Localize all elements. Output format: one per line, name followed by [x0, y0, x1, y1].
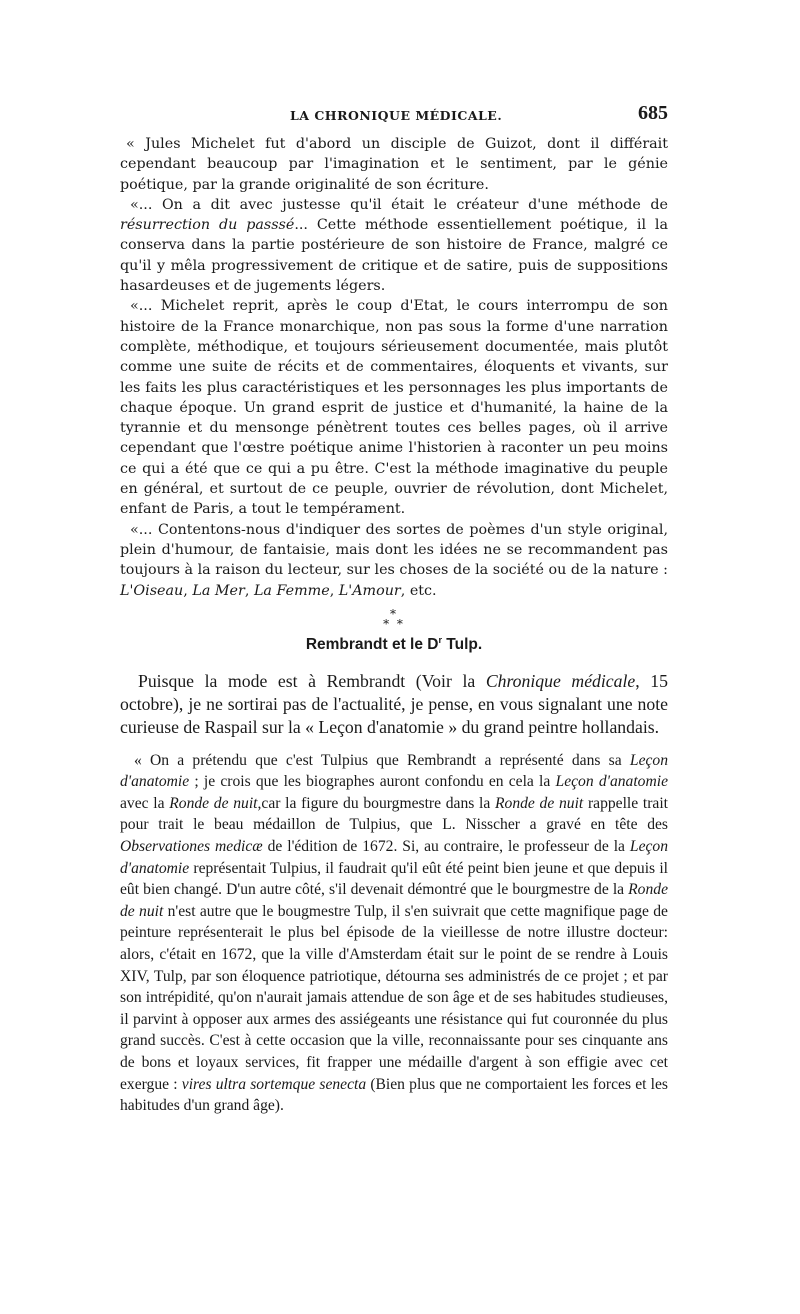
separator-comma: , [183, 582, 193, 599]
quote-text: avec la [120, 794, 170, 812]
quote-text: rappelle trait pour trait le beau médaillon de Tulpius, que L. Nisscher a gravé en tête des [120, 794, 668, 834]
quote-italic: Observationes medicæ [120, 837, 263, 855]
section-title [120, 635, 668, 654]
paragraph-4-end: , etc. [400, 582, 437, 599]
quote-text: n'est autre que le bougmestre Tulp, il s'en suivrait que cette magnifique page de peinture représenterait le plus bel épisode de la vieillesse de notre illustre docteur: alors, c'était en 1672, que la ville d'Amsterdam était sur le point de se rendre à Louis XIV, Tulp, par son éloquence patriotique, détourna ses administrés de ce projet ; et par son intrépidité, qu'on n'aurait jamais attendue de son âge et de ses habitudes studieuses, il parvint à opposer aux armes des assiégeants une résistance qui fut couronnée du plus grand succès. C'est à cette occasion que la ville, reconnaissante pour ses cinquante ans de bons et loyaux services, fit frapper une médaille d'argent à son effigie avec cet exergue : [120, 902, 668, 1093]
quote-italic: Leçon d'anatomie [555, 773, 668, 791]
intro-paragraph [120, 670, 668, 740]
quote-italic: Leçon d'anatomie [120, 751, 668, 791]
page-number: 685 [638, 102, 668, 124]
section-title-end: Tulp. [441, 635, 483, 653]
quote-text: représentait Tulpius, il faudrait qu'il eût été peint bien jeune et que depuis il eût bien changé. D'un autre côté, s'il devenait démontré que le bourgmestre de la [120, 859, 668, 899]
rembrandt-intro [120, 670, 668, 740]
intro-rest: , 15 octobre), je ne sortirai pas de l'actualité, je pense, en vous signalant une note curieuse de Raspail sur la « Leçon d'anatomie » du grand peintre hollandais. [120, 670, 668, 738]
paragraph-3: «... Michelet reprit, après le coup d'Etat, le cours interrompu de son histoire de la France monarchique, non pas sous la forme d'une narration complète, méthodique, et toujours sérieusement documentée, mais plutôt comme une suite de récits et de commentaires, éloquents et vivants, sur les faits les plus caractéristiques et les personnages les plus importants de chaque époque. Un grand esprit de justice et d'humanité, la haine de la tyrannie et du mensonge pénètrent toutes ces belles pages, où il arrive cependant que l'œstre poétique anime l'historien à raconter un peu moins ce qui a été que ce qui a pu être. C'est la méthode imaginative du peuple en général, et surtout de ce peuple, ouvrier de révolution, dont Michelet, enfant de Paris, a tout le tempérament. [120, 298, 668, 518]
separator-comma: , [329, 582, 339, 599]
quote-text: de l'édition de 1672. Si, au contraire, le professeur de la [262, 837, 630, 855]
section-title-main: Rembrandt et le D [305, 635, 439, 653]
paragraph-2-rest: ... Cette méthode essentiellement poétique, il la conserva dans la partie postérieure de son histoire de France, malgré ce qu'il y mêla progressivement de critique et de satire, puis de suppositions hasardeuses et de jugements légers. [120, 217, 668, 295]
resurrection-phrase: résurrection du passsé [120, 217, 295, 234]
michelet-article [120, 134, 668, 601]
running-title: LA CHRONIQUE MÉDICALE. [290, 108, 503, 123]
raspail-quote [120, 750, 668, 1117]
quote-text: ; je crois que les biographes auront confondu en cela la [189, 773, 556, 791]
section-title-sup: r [438, 634, 442, 645]
separator-comma: , [244, 582, 254, 599]
paragraph-4-lead: «... Contentons-nous d'indiquer des sortes de poèmes d'un style original, plein d'humour, de fantaisie, mais dont les idées ne se recommandent pas toujours à la raison du lecteur, sur les choses de la société ou de la nature : [120, 521, 668, 579]
quote-paragraph [120, 750, 668, 1117]
quote-text: (Bien plus que ne comportaient les forces et les habitudes d'un grand âge). [120, 1075, 668, 1115]
work-title-femme: La Femme [253, 582, 330, 599]
quote-italic: vires ultra sortemque senecta [181, 1075, 367, 1093]
asterism-separator [120, 606, 668, 633]
intro-lead: Puisque la mode est à Rembrandt (Voir la [138, 670, 486, 691]
work-title-mer: La Mer [192, 582, 245, 599]
paragraph-1: « Jules Michelet fut d'abord un disciple de Guizot, dont il différait cependant beaucoup par l'imagination et le sentiment, par le génie poétique, par la grande originalité de son écriture. [120, 136, 668, 193]
quote-italic: Leçon d'anatomie [120, 837, 668, 877]
quote-italic: Ronde de nuit [495, 794, 584, 812]
work-title-amour: L'Amour [338, 582, 401, 599]
quote-text: « On a prétendu que c'est Tulpius que Rembrandt a représenté dans sa [134, 751, 630, 769]
paragraph-4 [120, 520, 668, 601]
paragraph-2-lead: «... On a dit avec justesse qu'il était le créateur d'une méthode de [130, 196, 668, 213]
journal-title: Chronique médicale [485, 670, 636, 691]
quote-text: ,car la figure du bourgmestre dans la [257, 794, 495, 812]
quote-italic: Ronde de nuit [120, 881, 668, 920]
work-title-oiseau: L'Oiseau [120, 582, 184, 599]
running-head [120, 100, 668, 134]
asterism-text: * * * [383, 606, 405, 631]
paragraph-2 [120, 195, 668, 296]
quote-italic: Ronde de nuit [169, 794, 258, 812]
book-page [120, 100, 668, 1117]
